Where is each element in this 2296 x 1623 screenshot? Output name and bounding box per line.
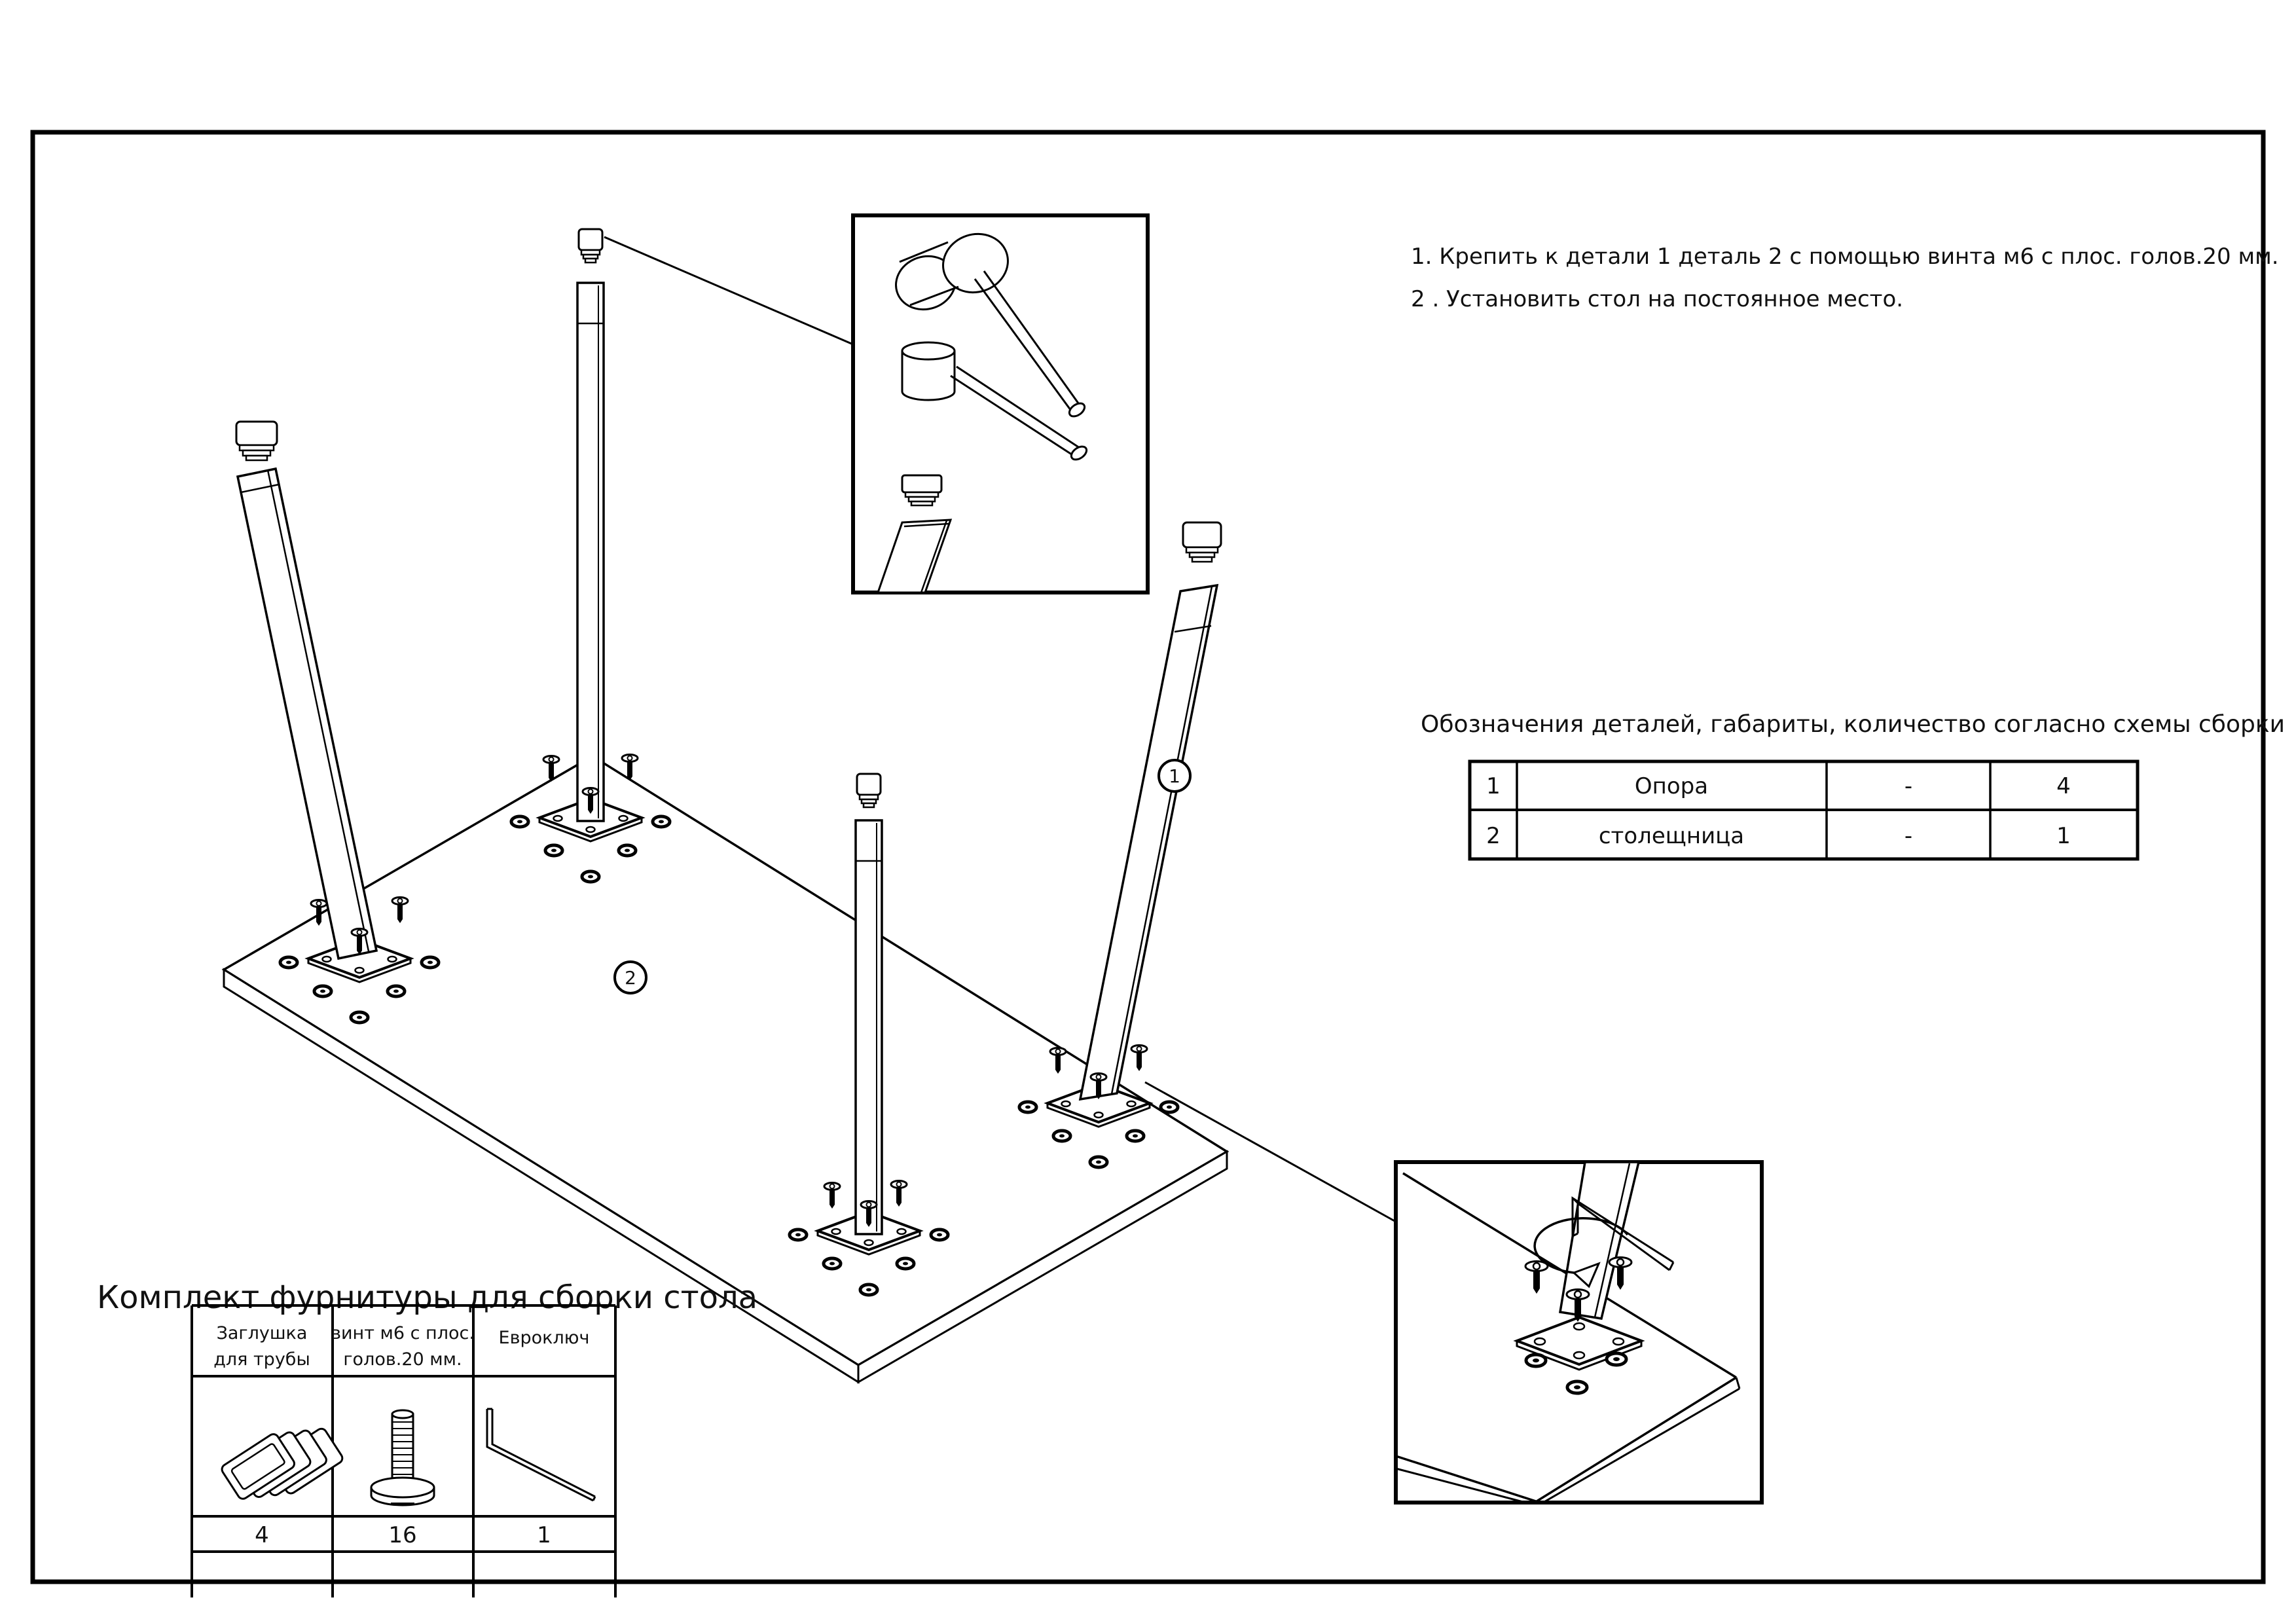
main-assembly-view [224, 229, 1396, 1382]
part-number: 1 [1486, 773, 1501, 799]
hardware-qty: 4 [255, 1522, 269, 1548]
hardware-column-label: Заглушка [216, 1323, 308, 1343]
leg-edge-line [1112, 587, 1212, 1094]
plate-hole [1574, 1352, 1584, 1359]
balloon-2-label: 2 [625, 967, 636, 989]
tube-cap-right [1183, 522, 1221, 562]
parts-table [1421, 711, 2285, 859]
plate-hole [1095, 1112, 1103, 1118]
plate-hole [355, 968, 364, 973]
tube-cap-front-middle [857, 774, 881, 807]
screw-icon [1131, 1046, 1147, 1072]
parts-table-row [1486, 823, 2071, 849]
hardware-qty: 1 [537, 1522, 551, 1548]
plate-hole [1613, 1338, 1624, 1345]
balloon-part-1 [1159, 760, 1190, 792]
tube-cap-icon [220, 1409, 344, 1519]
part-name: Опора [1634, 773, 1709, 799]
instruction-step-2: 2 . Установить стол на постоянное место. [1411, 286, 1904, 312]
balloon-part-2 [615, 962, 646, 993]
hardware-kit-table [192, 1305, 615, 1597]
plate-hole [1062, 1101, 1070, 1106]
assembly-instructions [1411, 244, 2279, 312]
tube-cap-profile-icon [902, 475, 941, 505]
leg-right [1080, 585, 1217, 1099]
leg-edge-line [268, 470, 369, 951]
plate-hole [323, 957, 331, 962]
part-dims: - [1904, 823, 1913, 849]
hex-key-icon [487, 1409, 595, 1501]
part-qty: 1 [2056, 823, 2071, 849]
hardware-qty: 16 [388, 1522, 417, 1548]
leader-line-cap-detail [604, 237, 853, 344]
plate-hole [554, 816, 562, 821]
part-dims: - [1904, 773, 1913, 799]
part-name: столещница [1598, 823, 1745, 849]
leg-front-middle [856, 820, 882, 1234]
hardware-column-label: голов.20 мм. [343, 1349, 462, 1370]
plate-hole [619, 816, 628, 821]
plate-hole [832, 1229, 841, 1234]
tube-cap-rear [579, 229, 602, 263]
plate-hole [388, 957, 397, 962]
plate-hole [865, 1240, 873, 1245]
plate-hole [1535, 1338, 1545, 1345]
leg-front-left [238, 469, 376, 958]
instruction-step-1: 1. Крепить к детали 1 деталь 2 с помощью винта м6 с плос. голов.20 мм. [1411, 244, 2279, 270]
leg-rear [577, 283, 604, 821]
tube-cap-front-left [236, 422, 277, 460]
parts-table-row [1486, 773, 2071, 799]
tabletop-top-face [224, 756, 1227, 1365]
parts-table-title: Обозначения деталей, габариты, количество согласно схемы сборки [1421, 711, 2285, 738]
plate-hole [587, 827, 595, 832]
detail-view-cap-installation [853, 215, 1148, 593]
hardware-kit [97, 1279, 757, 1597]
hardware-kit-title: Комплект фурнитуры для сборки стола [97, 1279, 758, 1316]
balloon-1-label: 1 [1169, 765, 1180, 787]
flat-head-screw-icon [371, 1410, 434, 1505]
hardware-column-label: Евроключ [498, 1328, 590, 1348]
hardware-column-label: для трубы [213, 1349, 310, 1370]
plate-hole [1127, 1101, 1136, 1106]
plate-hole [898, 1229, 906, 1234]
plate-hole [1574, 1323, 1584, 1330]
hardware-column-label: винт м6 с плос. [331, 1323, 475, 1343]
part-number: 2 [1486, 823, 1501, 849]
part-qty: 4 [2056, 773, 2071, 799]
detail-view-leg-fastening [1396, 1162, 1762, 1503]
